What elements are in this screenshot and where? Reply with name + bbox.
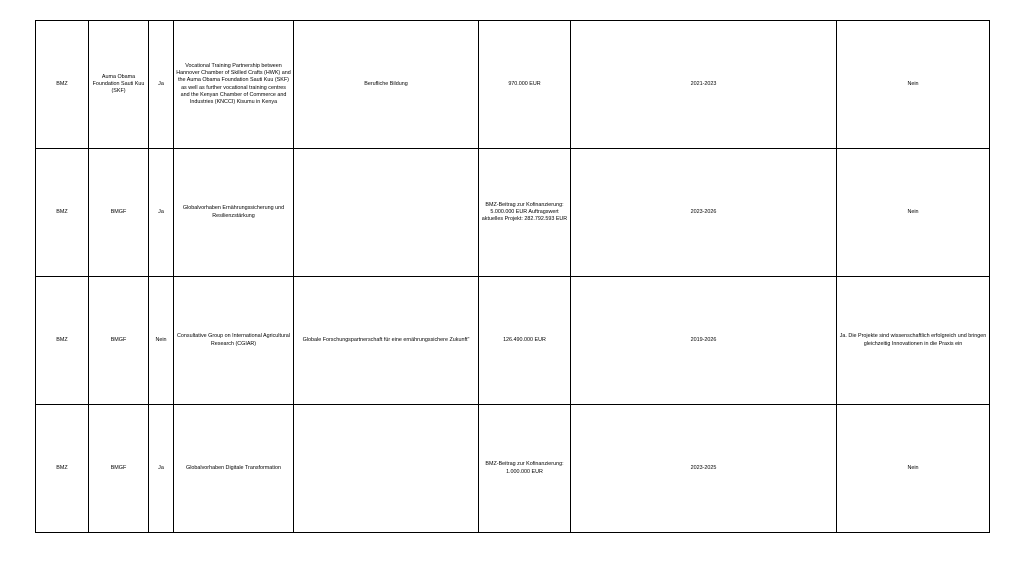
cell-period: 2023-2025: [571, 405, 837, 533]
table-row: [36, 149, 990, 277]
cell-ministry: BMZ: [36, 149, 89, 277]
cell-amount: BMZ-Beitrag zur Kofinanzierung: 5.000.000 EUR Auftragswert aktuelles Projekt: 282.792.593 EUR: [479, 149, 571, 277]
cell-amount: 126.490.000 EUR: [479, 277, 571, 405]
cell-topic: Berufliche Bildung: [294, 21, 479, 149]
cell-evaluation: Ja. Die Projekte sind wissenschaftlich erfolgreich und bringen gleichzeitig Innovationen in die Praxis ein: [837, 277, 990, 405]
cell-flag: Ja: [149, 21, 174, 149]
cell-amount: 970.000 EUR: [479, 21, 571, 149]
cell-flag: Ja: [149, 149, 174, 277]
table-row: [36, 21, 990, 149]
cell-partner: Auma Obama Foundation Sauti Kuu (SKF): [89, 21, 149, 149]
cell-period: 2023-2026: [571, 149, 837, 277]
cell-project: Globalvorhaben Ernährungssicherung und Resilienzstärkung: [174, 149, 294, 277]
cell-evaluation: Nein: [837, 21, 990, 149]
cell-evaluation: Nein: [837, 149, 990, 277]
cell-ministry: BMZ: [36, 405, 89, 533]
cell-flag: Nein: [149, 277, 174, 405]
cell-amount: BMZ-Beitrag zur Kofinanzierung: 1.000.000 EUR: [479, 405, 571, 533]
cell-partner: BMGF: [89, 149, 149, 277]
cell-flag: Ja: [149, 405, 174, 533]
cell-period: 2019-2026: [571, 277, 837, 405]
cell-project: Vocational Training Partnership between Hannover Chamber of Skilled Crafts (HWK) and the Auma Obama Foundation Sauti Kuu (SKF) as well as further vocational training centres and the Kenyan Chamber of Commerce and Industries (KNCCI) Kisumu in Kenya: [174, 21, 294, 149]
cell-partner: BMGF: [89, 277, 149, 405]
cell-evaluation: Nein: [837, 405, 990, 533]
cell-ministry: BMZ: [36, 21, 89, 149]
cell-ministry: BMZ: [36, 277, 89, 405]
table-row: [36, 277, 990, 405]
cell-project: Globalvorhaben Digitale Transformation: [174, 405, 294, 533]
funding-table: [35, 20, 990, 533]
table-row: [36, 405, 990, 533]
cell-topic: [294, 149, 479, 277]
cell-topic: [294, 405, 479, 533]
cell-period: 2021-2023: [571, 21, 837, 149]
cell-partner: BMGF: [89, 405, 149, 533]
cell-topic: Globale Forschungspartnerschaft für eine ernährungssichere Zukunft": [294, 277, 479, 405]
cell-project: Consultative Group on International Agricultural Research (CGIAR): [174, 277, 294, 405]
